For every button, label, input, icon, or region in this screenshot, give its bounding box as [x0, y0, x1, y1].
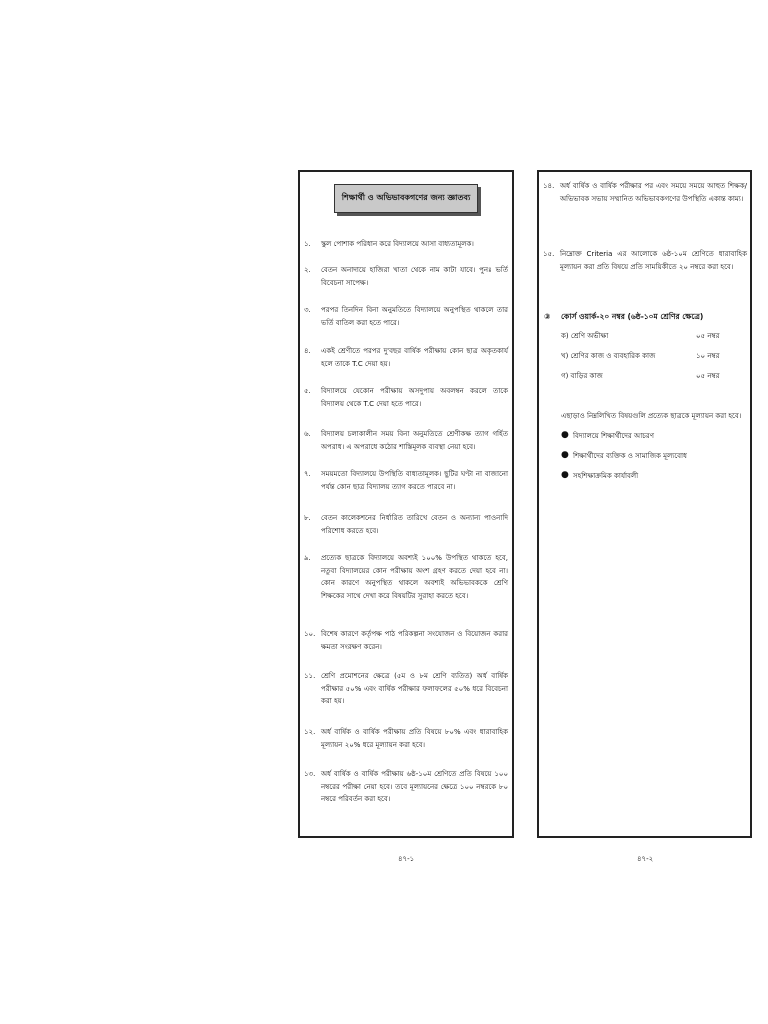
- bullet-text: শিক্ষার্থীদের ব্যক্তিক ও সামাজিক মূল্যবোধ: [573, 452, 687, 460]
- item-text: বেতন কালেকশনের নির্ধারিত তারিখে বেতন ও অন্যান্য পাওনাদি পরিশোধ করতে হবে।: [321, 514, 508, 535]
- item-number: ১.: [304, 240, 311, 248]
- list-item: [304, 512, 508, 537]
- list-item: [304, 468, 508, 493]
- item-text: বিদ্যালয়ে যেকোন পরীক্ষায় অসদুপায় অবলম্বন করলে তাকে বিদ্যালয় থেকে T.C দেয়া হতে পারে।: [321, 387, 508, 408]
- right-page-panel: [537, 170, 752, 838]
- list-item: [543, 180, 747, 205]
- bullet-icon: ●: [561, 470, 569, 480]
- item-text: অর্ধ বার্ষিক ও বার্ষিক পরীক্ষায় প্রতি বিষয়ে ৮০% এবং ধারাবাহিক মূল্যায়ন ২০% ধরে মূল্যায়ন করা হবে।: [321, 728, 508, 749]
- item-number: ১৩.: [304, 770, 316, 778]
- course-item-label: গ) বাড়ির কাজ: [561, 372, 603, 380]
- item-text: অর্ধ বার্ষিক ও বার্ষিক পরীক্ষার পর এবং সময়ে সময়ে আহুত শিক্ষক/অভিভাবক সভায় সম্মানিত অভিভাবকগণের উপস্থিতি একান্ত কাম্য।: [560, 182, 747, 203]
- course-work-heading: [544, 310, 748, 323]
- item-number: ৮.: [304, 514, 311, 522]
- item-text: সময়মতো বিদ্যালয়ে উপস্থিতি বাধ্যতামূলক। ছুটির ঘণ্টা না বাজানো পর্যন্ত কোন ছাত্র বিদ্যালয় ত্যাগ করতে পারবে না।: [321, 470, 508, 491]
- item-text: বেতন অনাদায়ে হাজিরা খাতা থেকে নাম কাটা যাবে। পুনঃ ভর্তি বিবেচনা সাপেক্ষ।: [321, 266, 508, 287]
- list-item: [304, 768, 508, 806]
- item-number: ৯.: [304, 554, 311, 562]
- list-item: [304, 345, 508, 370]
- course-item-marks: ০৫ নম্বর: [696, 332, 720, 340]
- page-number-right: ৪৭-২: [637, 855, 654, 863]
- item-text: একই শ্রেণীতে পরপর দু'বছর বার্ষিক পরীক্ষায় কোন ছাত্র অকৃতকার্য হলে তাকে T.C দেয়া হয়।: [321, 347, 508, 368]
- item-number: ১৪.: [543, 182, 555, 190]
- item-number: ২.: [304, 266, 311, 274]
- item-number: ৪.: [304, 347, 311, 355]
- course-item-marks: ১০ নম্বর: [696, 352, 720, 360]
- item-text: অর্ধ বার্ষিক ও বার্ষিক পরীক্ষায় ৬ষ্ঠ-১০ম শ্রেণিতে প্রতি বিষয়ে ১০০ নম্বরের পরীক্ষা নেয়া হবে। তবে মূল্যায়নের ক্ষেত্রে ১০০ নম্বরকে ৮০ নম্বরে পরিবর্তন করা হবে।: [321, 770, 508, 803]
- evaluation-note: এছাড়াও নিম্নলিখিত বিষয়গুলি প্রত্যেক ছাত্রকে মূল্যায়ন করা হবে।: [561, 412, 742, 420]
- section-title: শিক্ষার্থী ও অভিভাবকগণের জন্য জ্ঞাতব্য: [334, 184, 478, 213]
- list-item: [304, 670, 508, 708]
- course-marker: ③: [544, 312, 551, 321]
- item-number: ৭.: [304, 470, 311, 478]
- list-item: [304, 238, 508, 251]
- list-item: [304, 628, 508, 653]
- bullet-text: বিদ্যালয়ে শিক্ষার্থীদের আচরণ: [573, 432, 654, 440]
- item-text: শ্রেণি প্রমোশনের ক্ষেত্রে (৫ম ও ৮ম শ্রেণি ব্যতিত) অর্ধ বার্ষিক পরীক্ষার ৫০% এবং বার্ষিক পরীক্ষার ফলাফলের ৫০% ধরে বিবেচনা করা হয়।: [321, 672, 508, 705]
- bullet-text: সহশিক্ষাক্রমিক কার্যাবলী: [573, 472, 639, 480]
- list-item: [304, 726, 508, 751]
- item-number: ১০.: [304, 630, 316, 638]
- bullet-item: [561, 450, 749, 462]
- item-text: প্রত্যেক ছাত্রকে বিদ্যালয়ে অবশ্যই ১০০% উপস্থিত থাকতে হবে, নতুবা বিদ্যালয়ের কোন পরীক্ষায় অংশ গ্রহণ করতে দেয়া হবে না। কোন কারণে অনুপস্থিত থাকলে অবশ্যই অভিভাবককে শ্রেণি শিক্ষকের সাথে দেখা করে বিষয়টির সুরাহা করতে হবে।: [321, 554, 508, 600]
- course-heading-text: কোর্স ওয়ার্ক-২০ নম্বর (৬ষ্ঠ-১০ম শ্রেণির ক্ষেত্রে): [561, 312, 704, 321]
- bullet-item: [561, 430, 749, 442]
- item-text: বিদ্যালয় চলাকালীন সময় বিনা অনুমতিতে শ্রেণীকক্ষ ত্যাগ গর্হিত অপরাধ। এ অপরাধে কঠোর শাস্তিমূলক ব্যবস্থা নেয়া হবে।: [321, 430, 508, 451]
- item-text: স্কুল পোশাক পরিধান করে বিদ্যালয়ে আসা বাধ্যতামূলক।: [321, 240, 474, 248]
- item-text: পরপর তিনদিন বিনা অনুমতিতে বিদ্যালয়ে অনুপস্থিত থাকলে তার ভর্তি বাতিল করা হতে পারে।: [321, 306, 508, 327]
- course-item-label: ক) শ্রেণি অভীক্ষা: [561, 332, 609, 340]
- list-item: [304, 552, 508, 602]
- bullet-icon: ●: [561, 430, 569, 440]
- left-page-panel: [298, 170, 514, 838]
- list-item: [304, 428, 508, 453]
- item-number: ১২.: [304, 728, 316, 736]
- list-item: [304, 304, 508, 329]
- item-number: ৬.: [304, 430, 311, 438]
- list-item: [543, 248, 747, 273]
- bullet-item: [561, 470, 749, 482]
- item-text: নিম্নোক্ত Criteria এর আলোকে ৬ষ্ঠ-১০ম শ্রেণিতে ধারাবাহিক মূল্যায়ন করা প্রতি বিষয়ে প্রতি সাময়িকীতে ২০ নম্বরে করা হবে।: [560, 250, 747, 271]
- item-number: ১১.: [304, 672, 316, 680]
- page-number-left: ৪৭-১: [398, 855, 415, 863]
- item-number: ৩.: [304, 306, 311, 314]
- item-number: ১৫.: [543, 250, 555, 258]
- list-item: [304, 264, 508, 289]
- item-number: ৫.: [304, 387, 311, 395]
- item-text: বিশেষ কারণে কর্তৃপক্ষ পাঠ পরিকল্পনা সংযোজন ও বিয়োজন করার ক্ষমতা সংরক্ষণ করেন।: [321, 630, 508, 651]
- bullet-icon: ●: [561, 450, 569, 460]
- course-item-marks: ০৫ নম্বর: [696, 372, 720, 380]
- list-item: [304, 385, 508, 410]
- course-item-label: খ) শ্রেণির কাজ ও ব্যবহারিক কাজ: [561, 352, 656, 360]
